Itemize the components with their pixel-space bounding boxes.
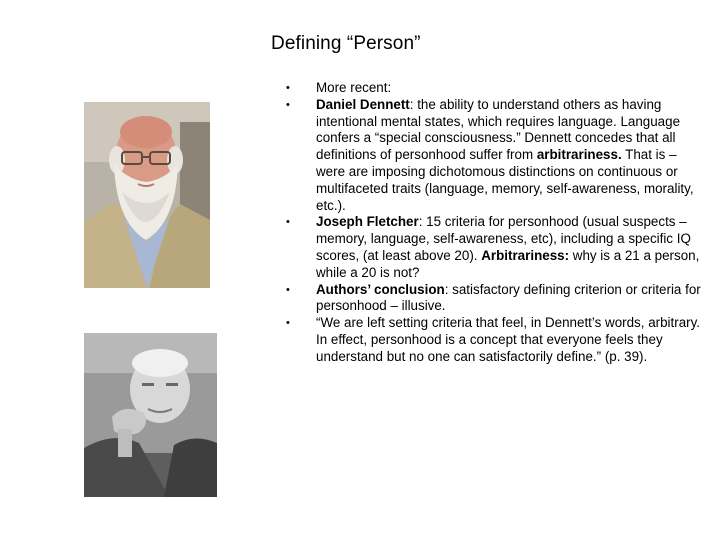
bullet-text bbox=[316, 97, 694, 213]
list-item bbox=[284, 315, 704, 365]
bullet-text bbox=[316, 282, 701, 314]
bold-run: Joseph Fletcher bbox=[316, 214, 419, 230]
bold-run: arbitrariness. bbox=[536, 147, 622, 163]
bullet-marker: • bbox=[286, 98, 290, 111]
bullet-marker: • bbox=[286, 82, 290, 94]
bullet-text bbox=[316, 315, 700, 364]
bullet-list bbox=[284, 80, 704, 366]
text-run: “We are left setting criteria that feel, in Dennett’s words, arbitrary. In effect, personhood is a concept that everyone feels they understand but no one can satisfactorily define.” (p. 39). bbox=[316, 315, 701, 364]
bullet-marker: • bbox=[286, 216, 290, 229]
bullet-marker: • bbox=[286, 283, 290, 296]
bold-run: Daniel Dennett bbox=[316, 96, 410, 112]
fletcher-portrait bbox=[84, 333, 217, 497]
text-run: why is a 21 a person, while a 20 is not? bbox=[316, 247, 700, 280]
text-run: : satisfactory defining criterion or criteria for personhood – illusive. bbox=[316, 281, 701, 314]
bullet-marker: • bbox=[286, 317, 290, 330]
bullet-text bbox=[316, 80, 391, 95]
list-item bbox=[284, 97, 704, 215]
bullet-text bbox=[316, 214, 699, 279]
dennett-portrait bbox=[84, 102, 210, 288]
bold-run: Arbitrariness: bbox=[481, 247, 570, 263]
list-item bbox=[284, 282, 704, 316]
text-run: That is – were are imposing dichotomous distinctions on continuous or multifaceted traits (language, memory, self-awareness, morality, etc.). bbox=[316, 147, 694, 213]
text-run: : 15 criteria for personhood (usual suspects – memory, language, self-awareness, etc), including a specific IQ scores, (at least above 20). bbox=[316, 214, 691, 263]
bold-run: Authors’ conclusion bbox=[316, 281, 445, 297]
slide-title: Defining “Person” bbox=[271, 33, 421, 54]
text-run: More recent: bbox=[316, 80, 392, 95]
text-run: : the ability to understand others as having intentional mental states, which requires language. Language confers a “special consciousness.” Dennett concedes that all definitions of personhood suffer from bbox=[316, 96, 681, 163]
list-item bbox=[284, 80, 704, 97]
list-item bbox=[284, 214, 704, 281]
